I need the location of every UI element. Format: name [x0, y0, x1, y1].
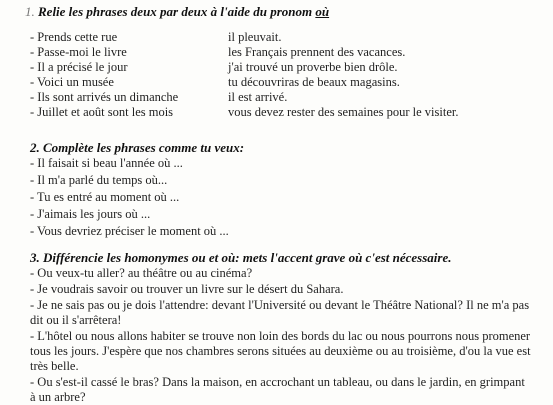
section2-title: 2. Complète les phrases comme tu veux:	[30, 140, 245, 155]
section1-left-line: - Voici un musée	[30, 75, 114, 89]
section3-line: - Je voudrais savoir ou trouver un livre sur le désert du Sahara.	[30, 282, 344, 296]
section2-line: - Vous devriez préciser le moment où ...	[30, 224, 229, 238]
section3-line: - Ou s'est-il cassé le bras? Dans la maison, en accrochant un tableau, ou dans le jardin, en grimpant	[30, 375, 525, 389]
section3-line: - Ou veux-tu aller? au théâtre ou au cinéma?	[30, 266, 253, 280]
section1-left-line: - Prends cette rue	[30, 30, 118, 44]
section1-right-line: il est arrivé.	[228, 90, 288, 104]
section2-line: - Il m'a parlé du temps où...	[30, 173, 168, 187]
section3-title: 3. Différencie les homonymes ou et où: mets l'accent grave où c'est nécessaire.	[30, 250, 452, 265]
section3-line: - Je ne sais pas ou je dois l'attendre: devant l'Université ou devant le Théâtre National? Il ne m'a pas	[30, 298, 530, 312]
section1-right-line: vous devez rester des semaines pour le visiter.	[228, 105, 459, 119]
section2-line: - Tu es entré au moment où ...	[30, 190, 180, 204]
section1-right-line: tu découvriras de beaux magasins.	[228, 75, 400, 89]
section3-line: à un arbre?	[30, 390, 86, 404]
section1-number: 1.	[25, 4, 35, 19]
section3-line: tous les jours. J'espère que nos chambres serons situées au deuxième ou au troisième, d'ou la vue est	[30, 344, 531, 358]
section1-left-line: - Ils sont arrivés un dimanche	[30, 90, 179, 104]
section1-right-line: il pleuvait.	[228, 30, 282, 44]
section1-right-line: j'ai trouvé un proverbe bien drôle.	[228, 60, 398, 74]
section1-title-word: où	[315, 4, 330, 19]
section1-title	[25, 4, 329, 20]
section1-left-line: - Juillet et août sont les mois	[30, 105, 174, 119]
section1-left-line: - Passe-moi le livre	[30, 45, 127, 59]
section1-right-line: les Français prennent des vacances.	[228, 45, 406, 59]
section3-line: - L'hôtel ou nous allons habiter se trouve non loin des bords du lac ou nous pourrons nous promener	[30, 329, 531, 343]
section3-line: très belle.	[30, 359, 79, 373]
section2-line: - Il faisait si beau l'année où ...	[30, 156, 183, 170]
section2-line: - J'aimais les jours où ...	[30, 207, 151, 221]
section1-left-line: - Il a précisé le jour	[30, 60, 128, 74]
section1-title-main: Relie les phrases deux par deux à l'aide du pronom	[38, 4, 316, 19]
section3-line: dit ou il s'arrêtera!	[30, 313, 122, 327]
